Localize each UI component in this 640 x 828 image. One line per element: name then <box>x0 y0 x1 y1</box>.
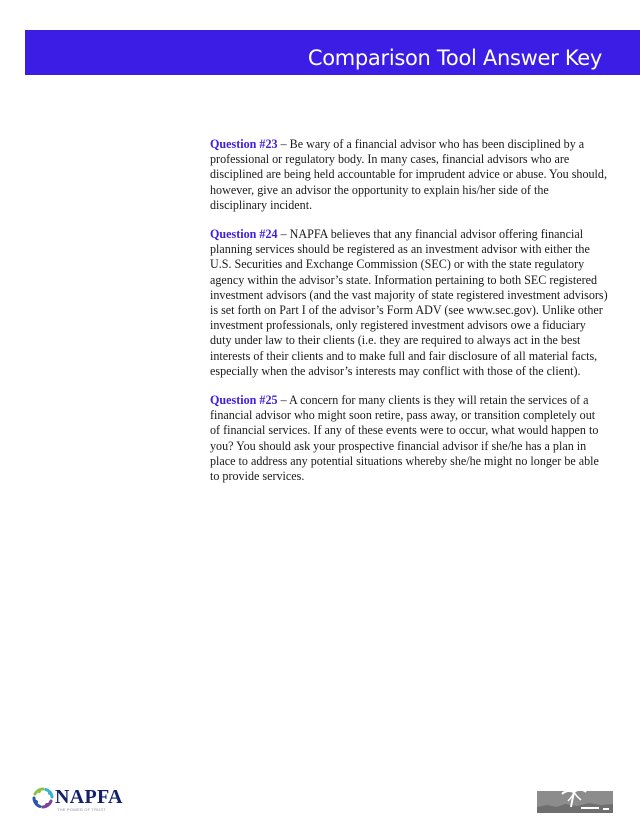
question-24-paragraph <box>210 227 608 379</box>
page-title: Comparison Tool Answer Key <box>307 46 602 70</box>
napfa-logo-text: NAPFA <box>55 786 123 808</box>
answer-key-content <box>210 137 608 498</box>
question-25-label: Question #25 <box>210 393 278 408</box>
napfa-logo-tagline: THE POWER OF TRUST <box>57 807 106 812</box>
question-23-label: Question #23 <box>210 137 278 151</box>
palm-tree-graphic-icon <box>537 783 613 813</box>
question-24-text: – NAPFA believes that any financial advisor offering financial planning services should be registered as an investment advisor with either the U.S. Securities and Exchange Commission (SEC) or with the state regulatory agency within the advisor’s state. Information pertaining to both SEC registered investment advisors (and the vast majority of state registered investment advisors) is set forth on Part I of the advisor’s Form ADV (see www.sec.gov). Unlike other investment professionals, only registered investment advisors owe a fiduciary duty under law to their clients (i.e. they are required to always act in the best interests of their clients and to make full and fair disclosure of all material facts, especially when the advisor’s interests may conflict with those of the client). <box>210 227 608 378</box>
question-24-label: Question #24 <box>210 227 278 242</box>
napfa-people-circle-icon <box>30 785 56 811</box>
question-23-text: – Be wary of a financial advisor who has been disciplined by a professional or regulatory body. In many cases, financial advisors who are disciplined are being held accountable for imprudent advice or abuse. You should, however, give an advisor the opportunity to explain his/her side of the disciplinary incident. <box>210 137 607 212</box>
napfa-logo <box>30 783 140 813</box>
header-bar <box>25 30 640 75</box>
question-25-paragraph <box>210 393 608 484</box>
question-23-paragraph <box>210 137 608 213</box>
question-25-text: – A concern for many clients is they will retain the services of a financial advisor who might soon retire, pass away, or transition completely out of financial services. If any of these events were to occur, what would happen to you? You should ask your prospective financial advisor if she/he has a plan in place to address any potential situations whereby she/he might no longer be able to provide services. <box>210 393 599 484</box>
